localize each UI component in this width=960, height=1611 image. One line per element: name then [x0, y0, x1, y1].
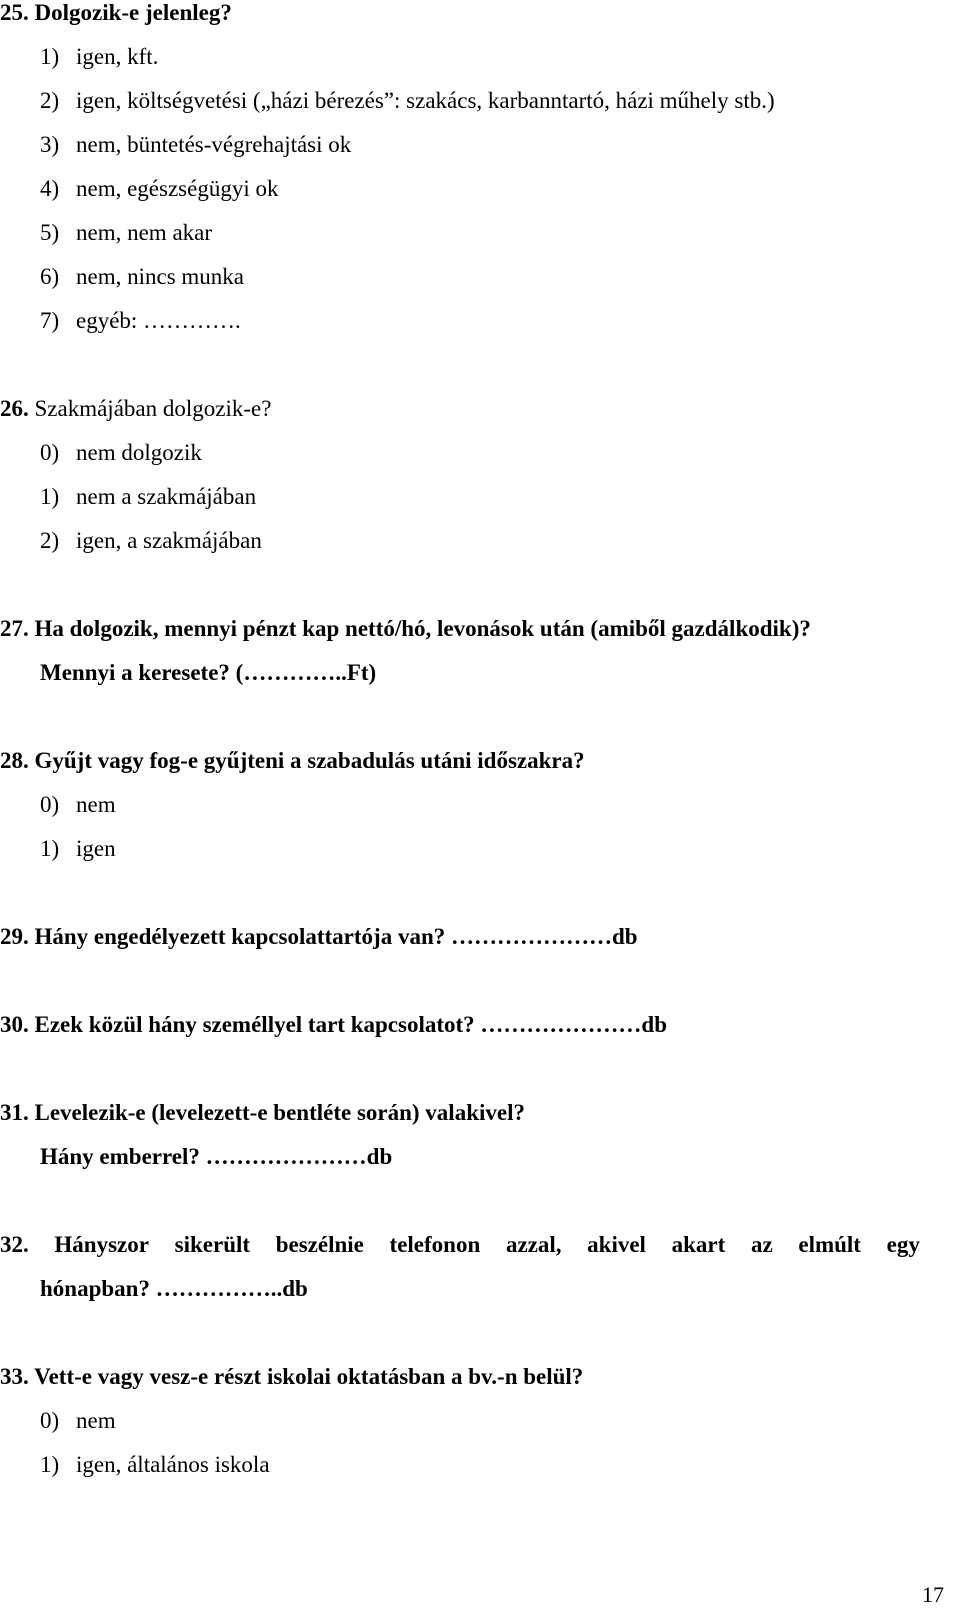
question-29-heading: [0, 924, 638, 950]
option-text: nem, nem akar: [76, 220, 213, 245]
question-text: Dolgozik-e jelenleg?: [34, 0, 232, 25]
option-number: 5): [40, 220, 60, 245]
option-number: 3): [40, 132, 60, 157]
question-number: 32.: [0, 1232, 29, 1257]
option-number: 1): [40, 836, 60, 861]
question-text: Gyűjt vagy fog-e gyűjteni a szabadulás utáni időszakra?: [34, 748, 585, 773]
question-27-continuation: Mennyi a keresete? (…………..Ft): [40, 660, 377, 685]
question-text: Hány engedélyezett kapcsolattartója van? …………………db: [34, 924, 638, 949]
option-number: 2): [40, 528, 60, 553]
question-word: akivel: [587, 1232, 646, 1257]
option-25-3: [40, 132, 351, 158]
option-text: igen, kft.: [76, 44, 159, 69]
question-word: sikerült: [174, 1232, 251, 1257]
option-text: igen, a szakmájában: [76, 528, 262, 553]
question-word: Hányszor: [54, 1232, 149, 1257]
question-25-heading: [0, 0, 232, 26]
question-text: Ezek közül hány személlyel tart kapcsolatot? …………………db: [34, 1012, 667, 1037]
option-25-1: [40, 44, 158, 70]
option-text: nem, büntetés-végrehajtási ok: [76, 132, 352, 157]
question-31-continuation: Hány emberrel? …………………db: [40, 1144, 393, 1169]
question-33-heading: [0, 1364, 583, 1390]
option-text: egyéb: ………….: [76, 308, 241, 333]
question-word: akart: [671, 1232, 726, 1257]
question-number: 31.: [0, 1100, 29, 1125]
page-number: 17: [922, 1582, 944, 1607]
option-text: nem dolgozik: [76, 440, 202, 465]
question-30-heading: [0, 1012, 667, 1038]
question-26-heading: [0, 396, 271, 422]
option-text: nem, egészségügyi ok: [76, 176, 279, 201]
option-number: 0): [40, 792, 60, 817]
option-25-4: [40, 176, 278, 202]
question-word: elmúlt: [798, 1232, 861, 1257]
question-word: azzal,: [505, 1232, 562, 1257]
question-text: Levelezik-e (levelezett-e bentléte során) valakivel?: [34, 1100, 525, 1125]
option-25-7: [40, 308, 241, 334]
question-number: 27.: [0, 616, 29, 641]
option-28-1: [40, 836, 116, 862]
option-text: igen: [76, 836, 116, 861]
question-number: 26.: [0, 396, 29, 421]
option-number: 1): [40, 1452, 60, 1477]
question-27-heading: [0, 616, 811, 642]
option-number: 7): [40, 308, 60, 333]
option-number: 2): [40, 88, 60, 113]
question-word: beszélnie: [275, 1232, 364, 1257]
option-26-0: [40, 440, 202, 466]
option-number: 0): [40, 440, 60, 465]
question-word: telefonon: [389, 1232, 481, 1257]
option-33-1: [40, 1452, 270, 1478]
option-28-0: [40, 792, 116, 818]
option-text: nem a szakmájában: [76, 484, 257, 509]
option-33-0: [40, 1408, 116, 1434]
question-number: 29.: [0, 924, 29, 949]
question-text: Ha dolgozik, mennyi pénzt kap nettó/hó, levonások után (amiből gazdálkodik)?: [34, 616, 811, 641]
question-word: az: [750, 1232, 773, 1257]
option-number: 6): [40, 264, 60, 289]
option-number: 4): [40, 176, 60, 201]
question-28-heading: [0, 748, 585, 774]
option-text: igen, költségvetési („házi bérezés”: szakács, karbanntartó, házi műhely stb.): [76, 88, 775, 113]
option-number: 1): [40, 484, 60, 509]
question-number: 28.: [0, 748, 29, 773]
question-text: Szakmájában dolgozik-e?: [34, 396, 272, 421]
option-text: nem: [76, 1408, 116, 1433]
option-25-6: [40, 264, 244, 290]
question-31-heading: [0, 1100, 525, 1126]
question-32-continuation: hónapban? ……………..db: [40, 1276, 308, 1301]
option-text: nem: [76, 792, 116, 817]
option-text: nem, nincs munka: [76, 264, 244, 289]
question-number: 25.: [0, 0, 29, 25]
option-25-5: [40, 220, 212, 246]
option-26-1: [40, 484, 256, 510]
option-number: 0): [40, 1408, 60, 1433]
option-number: 1): [40, 44, 60, 69]
option-26-2: [40, 528, 262, 554]
option-25-2: [40, 88, 775, 114]
question-word: egy: [886, 1232, 920, 1257]
question-32-heading: [0, 1232, 920, 1258]
question-number: 33.: [0, 1364, 29, 1389]
option-text: igen, általános iskola: [76, 1452, 270, 1477]
question-text: Vett-e vagy vesz-e részt iskolai oktatásban a bv.-n belül?: [34, 1364, 584, 1389]
question-number: 30.: [0, 1012, 29, 1037]
